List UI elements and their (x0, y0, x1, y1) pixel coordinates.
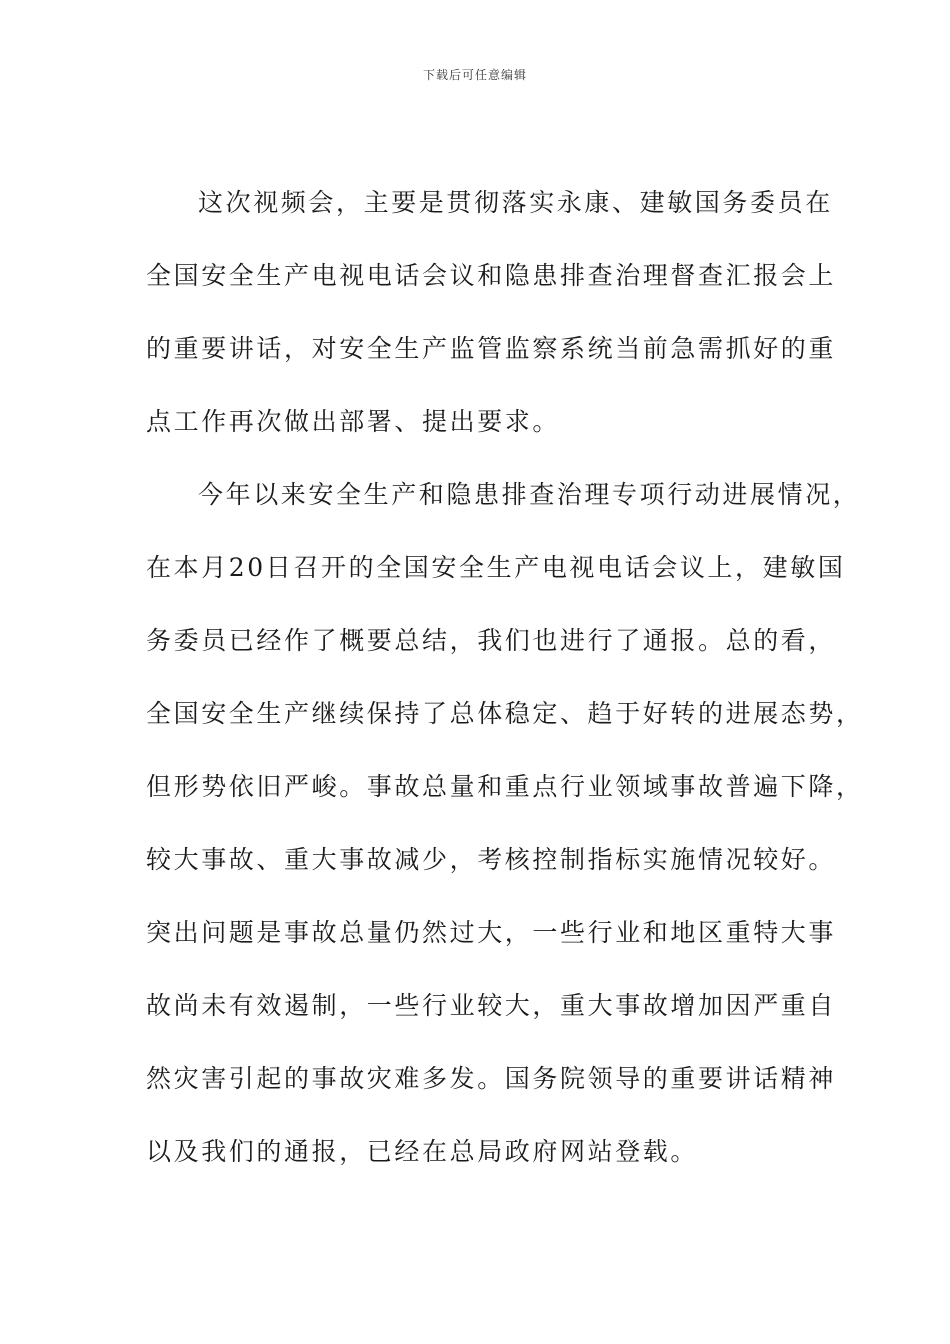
header-note: 下载后可任意编辑 (422, 68, 527, 82)
paragraph-line: 的重要讲话，对安全生产监管监察系统当前急需抓好的重 (146, 334, 837, 363)
paragraph-2 (146, 458, 864, 1188)
paragraph-line: 故尚未有效遏制，一些行业较大，重大事故增加因严重自 (146, 991, 837, 1020)
paragraph-line: 以及我们的通报，已经在总局政府网站登载。 (146, 1137, 699, 1166)
paragraph-line: 但形势依旧严峻。事故总量和重点行业领域事故普遍下降， (146, 772, 864, 801)
paragraph-line: 全国安全生产电视电话会议和隐患排查治理督查汇报会上 (146, 261, 837, 290)
paragraph-1 (146, 166, 837, 458)
document-body (146, 166, 864, 1188)
paragraph-line: 这次视频会，主要是贯彻落实永康、建敏国务委员在 (198, 188, 833, 217)
paragraph-line: 点工作再次做出部署、提出要求。 (146, 407, 561, 436)
paragraph-line: 较大事故、重大事故减少，考核控制指标实施情况较好。 (146, 845, 837, 874)
paragraph-line: 在本月20日召开的全国安全生产电视电话会议上，建敏国 (146, 553, 846, 582)
paragraph-line: 然灾害引起的事故灾难多发。国务院领导的重要讲话精神 (146, 1064, 837, 1093)
paragraph-line: 突出问题是事故总量仍然过大，一些行业和地区重特大事 (146, 918, 837, 947)
paragraph-line: 今年以来安全生产和隐患排查治理专项行动进展情况， (198, 480, 861, 509)
paragraph-line: 全国安全生产继续保持了总体稳定、趋于好转的进展态势， (146, 699, 864, 728)
paragraph-line: 务委员已经作了概要总结，我们也进行了通报。总的看， (146, 626, 837, 655)
